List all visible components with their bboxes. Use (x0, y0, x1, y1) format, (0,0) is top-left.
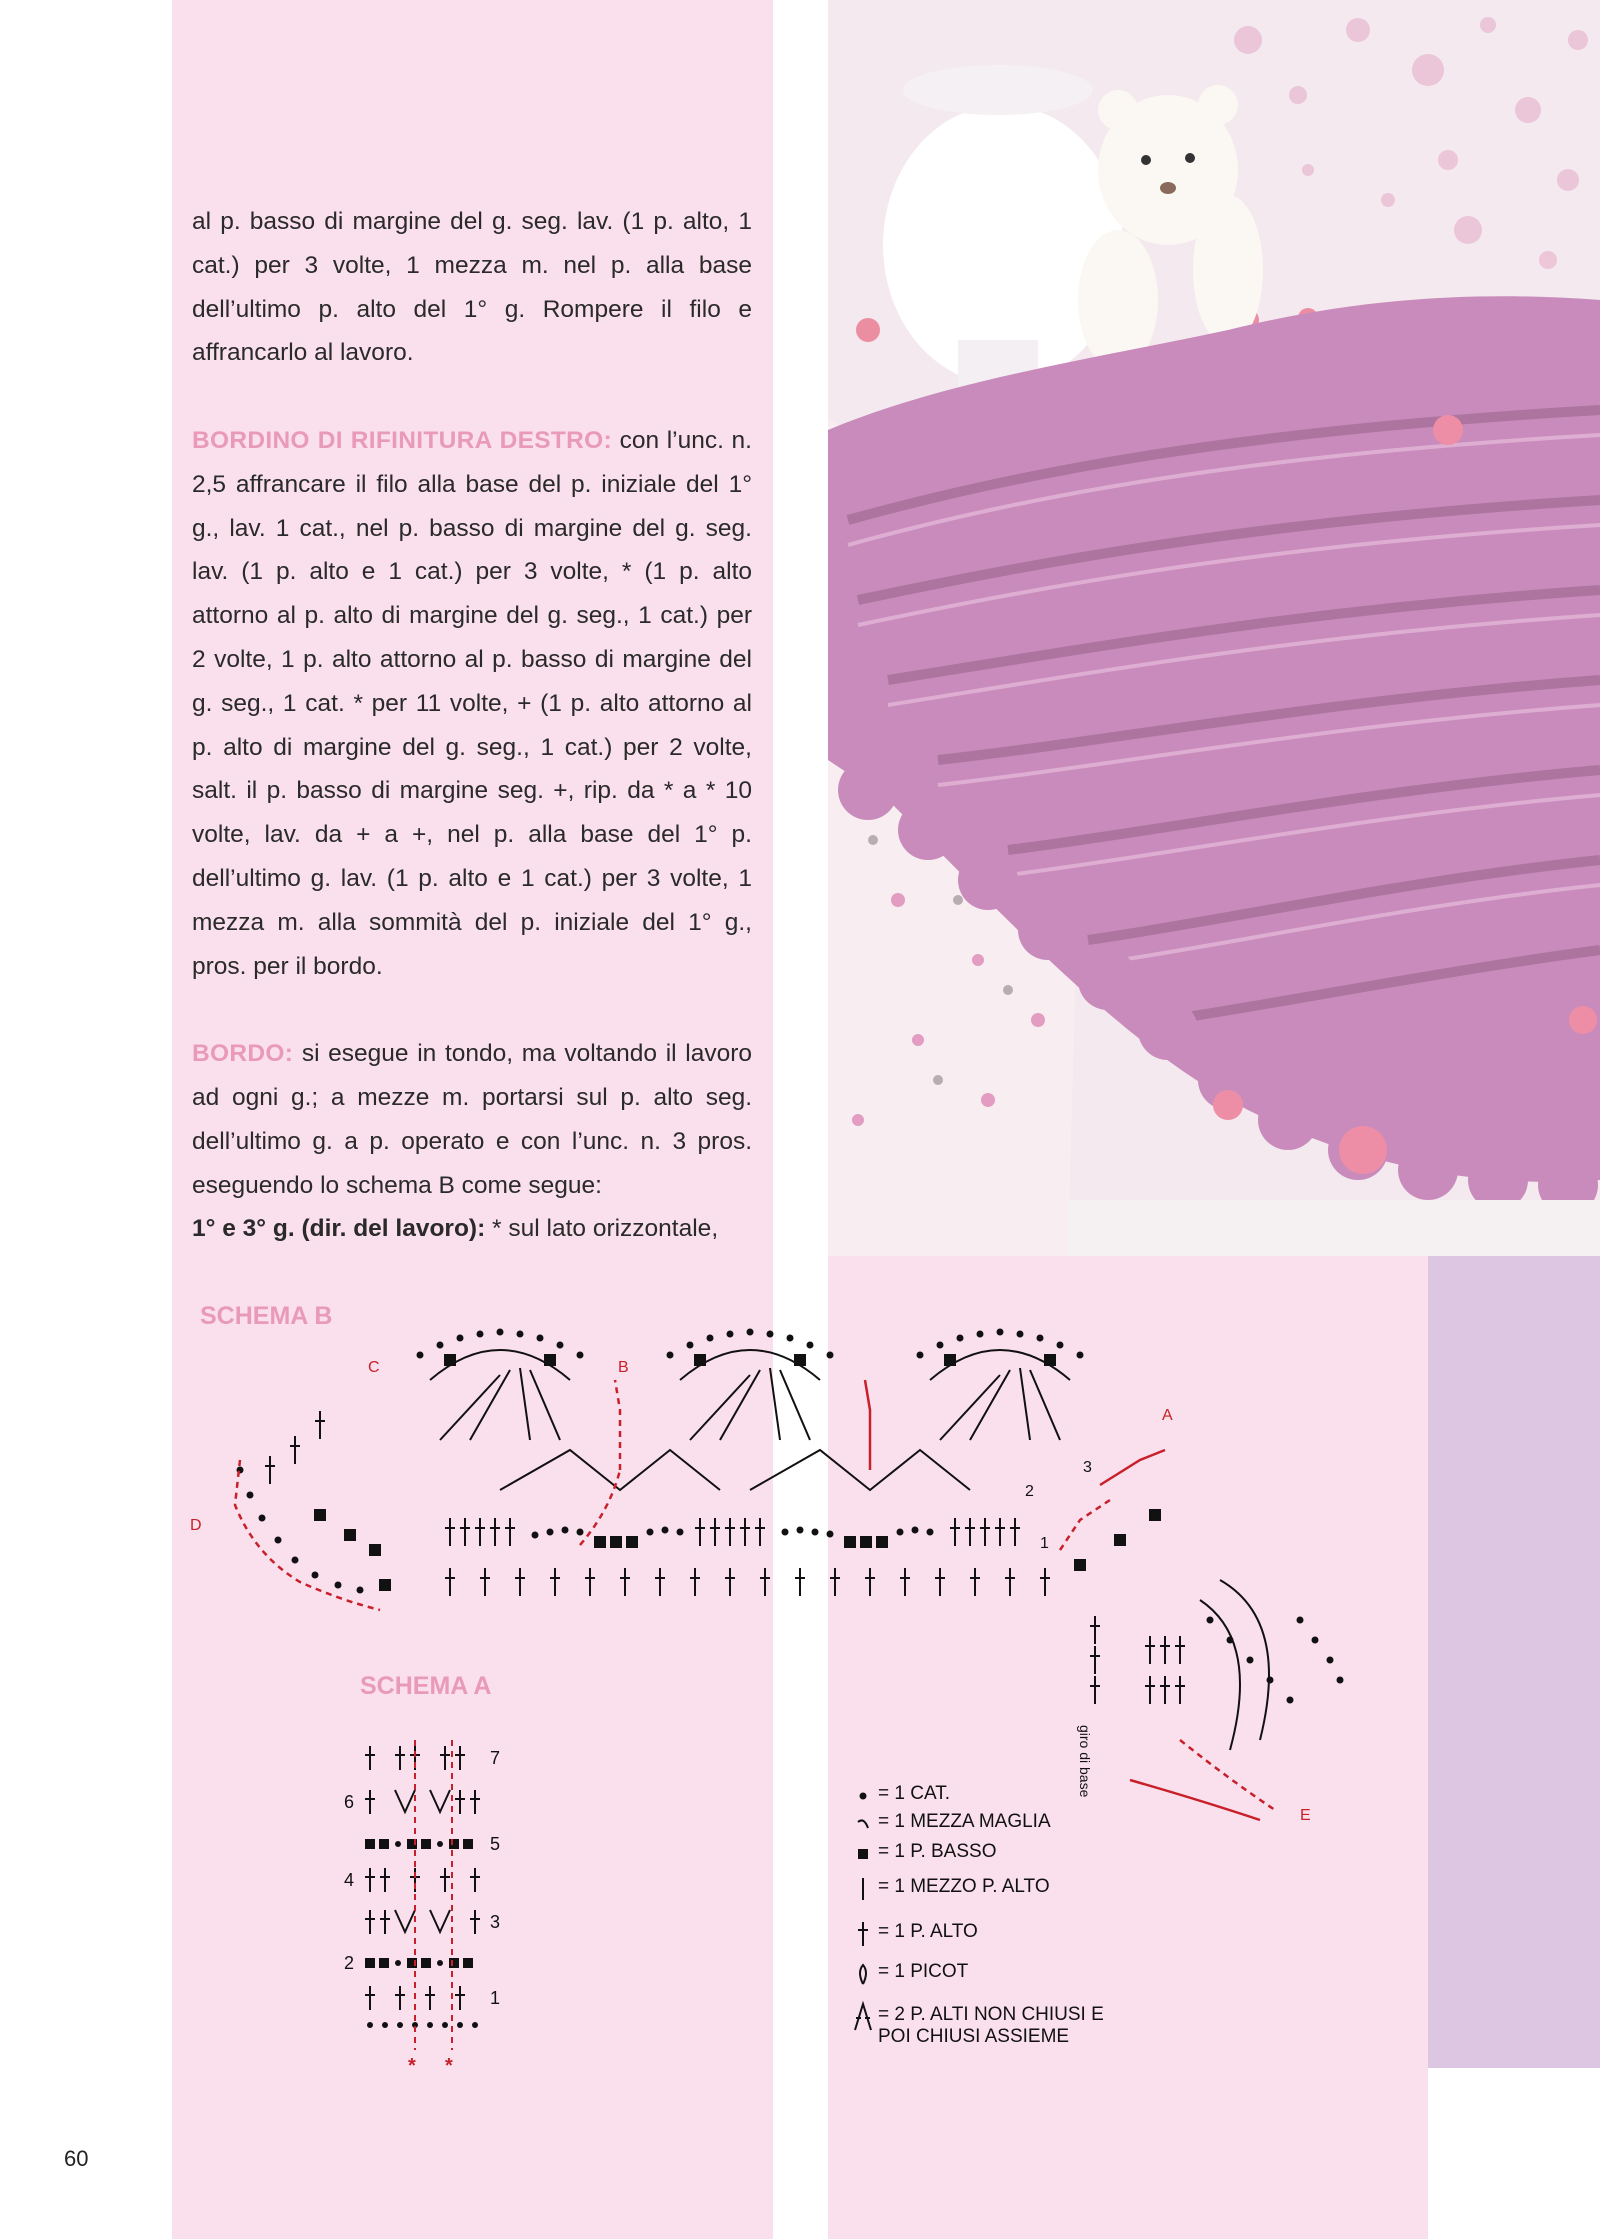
schema-b-title: SCHEMA B (200, 1302, 333, 1330)
instructions-text (192, 200, 752, 1251)
schema-a-row-7: 7 (490, 1748, 501, 1768)
schema-b-letter-e: E (1300, 1807, 1311, 1824)
schema-b-base-stitches (445, 1568, 1050, 1596)
schema-b-letter-d: D (190, 1517, 202, 1534)
legend-item-half-double (848, 1876, 1050, 1902)
legend-label: = 1 CAT. (878, 1783, 950, 1804)
paragraph-rounds (192, 1207, 752, 1251)
rounds-heading: 1° e 3° g. (dir. del lavoro): (192, 1215, 486, 1243)
lilac-accent-panel (1428, 1256, 1600, 2068)
legend-item-chain (848, 1783, 950, 1809)
schema-b-base-label: giro di base (1077, 1725, 1093, 1798)
schema-b-letter-b: B (618, 1359, 629, 1376)
legend-label: = 1 MEZZO P. ALTO (878, 1876, 1050, 1897)
legend-label: = 1 MEZZA MAGLIA (878, 1811, 1051, 1832)
picot-icon (848, 1961, 878, 1987)
bordo-heading: BORDO: (192, 1040, 294, 1068)
legend-label: = 1 PICOT (878, 1961, 969, 1982)
schema-b-fan-dots (417, 1329, 1084, 1367)
schema-a-row-1: 1 (490, 1988, 501, 2008)
dot-icon (848, 1783, 878, 1809)
schema-a-row-4: 4 (344, 1870, 355, 1890)
blanket-photo (828, 0, 1600, 1256)
schema-b-left-corner (237, 1411, 392, 1594)
schema-b-scallops (430, 1350, 1070, 1490)
schema-a-row-6: 6 (344, 1792, 355, 1812)
schema-a-row-3: 3 (490, 1912, 501, 1932)
schema-b-round-3: 3 (1083, 1459, 1092, 1476)
rounds-text: * sul lato orizzontale, (485, 1215, 719, 1243)
schema-b-round1 (445, 1518, 1020, 1548)
blanket-photo-illustration (828, 0, 1600, 1256)
legend-item-double (848, 1921, 978, 1947)
right-border-text: con l’unc. n. 2,5 affrancare il filo alla base del p. iniziale del 1° g., lav. 1 cat., nel p. basso di margine del g. seg. lav. (1 p. alto e 1 cat.) per 3 volte, * (1 p. alto attorno al p. alto di margine del g. seg., 1 cat.) per 2 volte, 1 p. alto attorno al p. basso di margine del g. seg., 1 cat. * per 11 volte, + (1 p. alto attorno al p. alto di margine del g. seg., 1 cat.) per 2 volte, salt. il p. basso di margine seg. +, rip. da * a * 10 volte, lav. da + a +, nel p. alla base del 1° p. dell’ultimo g. lav. (1 p. alto e 1 cat.) per 3 volte, 1 mezza m. alla sommità del p. iniziale del 1° g., pros. per il bordo. (192, 426, 752, 980)
cluster-icon (848, 2004, 878, 2030)
cross-icon (848, 1921, 878, 1947)
legend-item-picot (848, 1961, 968, 1987)
square-icon (848, 1841, 878, 1867)
schema-b-round-1: 1 (1040, 1535, 1049, 1552)
bar-icon (848, 1876, 878, 1902)
legend-item-cluster (848, 2004, 1104, 2048)
schema-a-row-5: 5 (490, 1834, 501, 1854)
schema-b-round-2: 2 (1025, 1483, 1034, 1500)
schema-a-repeat-mark-2: * (445, 2055, 453, 2077)
legend-label: = 2 P. ALTI NON CHIUSI E POI CHIUSI ASSIEME (878, 2004, 1104, 2047)
page-number: 60 (64, 2146, 89, 2171)
schema-b-right-corner (1074, 1509, 1344, 1750)
paragraph-right-border (192, 419, 752, 988)
schema-a-repeat-mark-1: * (408, 2055, 416, 2077)
schema-a-title: SCHEMA A (360, 1672, 492, 1700)
legend-label: = 1 P. ALTO (878, 1921, 978, 1942)
schema-b-letter-a: A (1162, 1407, 1173, 1424)
right-border-heading: BORDINO DI RIFINITURA DESTRO: (192, 426, 612, 454)
legend-label: = 1 P. BASSO (878, 1841, 997, 1862)
schema-a-row-2: 2 (344, 1953, 355, 1973)
legend-item-single-crochet (848, 1841, 996, 1867)
bordo-text: si esegue in tondo, ma voltando il lavoro ad ogni g.; a mezze m. portarsi sul p. alto seg. dell’ultimo g. a p. operato e con l’unc. n. 3 pros. eseguendo lo schema B come segue: (192, 1040, 752, 1199)
schema-b-letter-c: C (368, 1359, 380, 1376)
legend-item-slip-stitch (848, 1811, 1051, 1837)
paragraph-bordo (192, 1032, 752, 1207)
schema-a-diagram (340, 1730, 520, 2090)
paragraph-continuation: al p. basso di margine del g. seg. lav. (1 p. alto, 1 cat.) per 3 volte, 1 mezza m. nel p. alla base dell’ultimo p. alto del 1° g. Rompere il filo e affrancarlo al lavoro. (192, 208, 752, 367)
slip-stitch-icon (848, 1811, 878, 1837)
